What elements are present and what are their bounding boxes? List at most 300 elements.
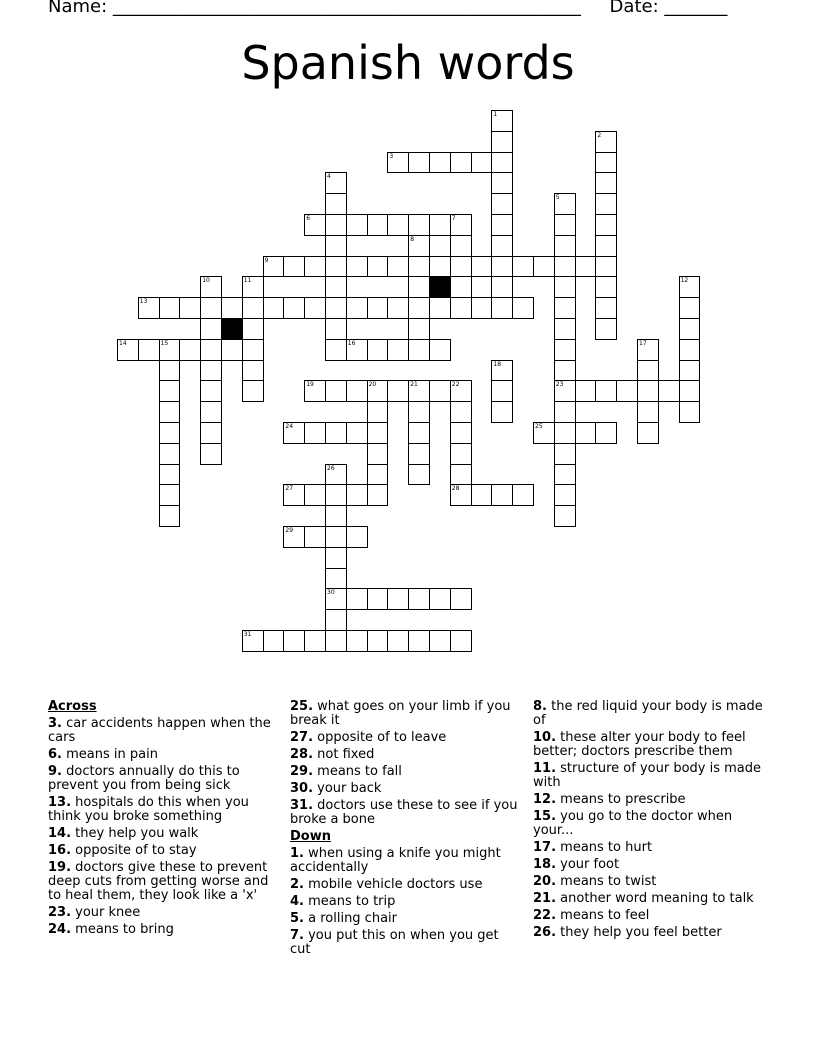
clue-text: means to trip (303, 894, 396, 909)
grid-cell[interactable] (429, 256, 451, 278)
grid-cell[interactable] (263, 256, 285, 278)
grid-cell[interactable] (325, 172, 347, 194)
grid-cell[interactable] (554, 380, 576, 402)
grid-cell[interactable] (200, 360, 222, 382)
cell-number: 21 (410, 381, 418, 389)
cell-number: 20 (368, 381, 377, 389)
grid-cell[interactable] (637, 401, 659, 423)
clue-text: not fixed (313, 747, 375, 762)
grid-cell[interactable] (595, 256, 617, 278)
grid-cell[interactable] (387, 630, 409, 652)
grid-cell[interactable] (242, 339, 264, 361)
grid-cell[interactable] (367, 484, 389, 506)
grid-cell[interactable] (387, 339, 409, 361)
grid-cell[interactable] (367, 464, 389, 486)
cell-number: 29 (285, 527, 294, 534)
grid-cell[interactable] (325, 380, 347, 402)
grid-cell[interactable] (346, 339, 368, 361)
grid-cell[interactable] (367, 256, 389, 278)
grid-cell[interactable] (159, 422, 181, 444)
grid-cell[interactable] (429, 588, 451, 610)
grid-cell[interactable] (408, 443, 430, 465)
grid-cell[interactable] (679, 360, 701, 382)
grid-cell[interactable] (491, 172, 513, 194)
grid-cell[interactable] (387, 297, 409, 319)
grid-cell[interactable] (408, 464, 430, 486)
grid-cell[interactable] (117, 339, 139, 361)
grid-cell[interactable] (408, 422, 430, 444)
grid-cell[interactable] (325, 318, 347, 340)
clue-text: what goes on your limb if you break it (290, 699, 511, 728)
grid-cell[interactable] (450, 297, 472, 319)
grid-cell[interactable] (554, 318, 576, 340)
grid-cell[interactable] (450, 214, 472, 236)
cell-number: 15 (160, 339, 169, 347)
grid-cell[interactable] (346, 422, 368, 444)
grid-cell[interactable] (242, 380, 264, 402)
grid-cell[interactable] (200, 401, 222, 423)
clue-number: 19. (48, 860, 72, 875)
grid-cell[interactable] (304, 214, 326, 236)
cell-number: 22 (451, 381, 460, 389)
grid-cell[interactable] (325, 609, 347, 631)
grid-cell[interactable] (554, 235, 576, 257)
grid-cell[interactable] (263, 297, 285, 319)
clue-number: 22. (533, 908, 557, 923)
grid-cell[interactable] (283, 422, 305, 444)
cell-number: 3 (389, 152, 394, 160)
clue-number: 8. (533, 699, 547, 714)
grid-cell[interactable] (595, 152, 617, 174)
grid-cell[interactable] (367, 297, 389, 319)
clue-number: 18. (533, 857, 557, 872)
grid-cell[interactable] (179, 339, 201, 361)
grid-cell[interactable] (242, 276, 264, 298)
grid-cell[interactable] (450, 484, 472, 506)
grid-cell[interactable] (429, 630, 451, 652)
grid-cell[interactable] (595, 235, 617, 257)
clue-item (290, 765, 522, 779)
clue-text: your back (313, 781, 382, 796)
grid-cell[interactable] (554, 193, 576, 215)
clue-number: 26. (533, 925, 557, 940)
grid-cell[interactable] (408, 318, 430, 340)
grid-cell[interactable] (429, 297, 451, 319)
grid-cell[interactable] (200, 339, 222, 361)
grid-cell[interactable] (159, 401, 181, 423)
grid-cell[interactable] (512, 256, 534, 278)
clue-number: 17. (533, 840, 557, 855)
grid-cell[interactable] (575, 422, 597, 444)
grid-cell[interactable] (450, 630, 472, 652)
grid-cell[interactable] (304, 256, 326, 278)
grid-cell[interactable] (367, 401, 389, 423)
grid-cell[interactable] (491, 276, 513, 298)
grid-cell[interactable] (679, 297, 701, 319)
grid-cell[interactable] (325, 193, 347, 215)
grid-cell[interactable] (491, 214, 513, 236)
clue-number: 20. (533, 874, 557, 889)
clue-text: means to hurt (556, 840, 653, 855)
grid-cell[interactable] (429, 380, 451, 402)
grid-cell[interactable] (658, 380, 680, 402)
grid-cell[interactable] (200, 443, 222, 465)
grid-block (429, 276, 451, 298)
grid-cell[interactable] (387, 152, 409, 174)
clue-text: means to feel (556, 908, 650, 923)
grid-cell[interactable] (200, 422, 222, 444)
name-line[interactable]: ____________________________________________________ (112, 0, 581, 17)
cell-number: 23 (555, 381, 564, 389)
grid-cell[interactable] (304, 380, 326, 402)
name-label: Name: (48, 0, 108, 17)
grid-cell[interactable] (450, 422, 472, 444)
grid-cell[interactable] (637, 422, 659, 444)
grid-cell[interactable] (242, 318, 264, 340)
grid-cell[interactable] (325, 630, 347, 652)
clue-item (290, 878, 522, 892)
clue-item (290, 912, 522, 926)
grid-cell[interactable] (471, 484, 493, 506)
grid-cell[interactable] (595, 318, 617, 340)
grid-cell[interactable] (221, 297, 243, 319)
cell-number: 19 (306, 381, 314, 389)
grid-cell[interactable] (554, 360, 576, 382)
grid-cell[interactable] (159, 380, 181, 402)
grid-cell[interactable] (471, 152, 493, 174)
grid-cell[interactable] (554, 339, 576, 361)
clue-item (533, 731, 765, 759)
across-heading: Across (48, 699, 97, 714)
grid-cell[interactable] (491, 152, 513, 174)
cell-number: 31 (243, 631, 252, 638)
clue-text: these alter your body to feel better; doctors prescribe them (533, 730, 746, 759)
grid-cell[interactable] (304, 484, 326, 506)
grid-cell[interactable] (512, 484, 534, 506)
grid-cell[interactable] (408, 214, 430, 236)
cell-number: 16 (347, 339, 356, 347)
grid-cell[interactable] (346, 630, 368, 652)
grid-cell[interactable] (242, 630, 264, 652)
grid-cell[interactable] (138, 297, 160, 319)
grid-cell[interactable] (429, 339, 451, 361)
grid-cell[interactable] (387, 588, 409, 610)
grid-cell[interactable] (450, 464, 472, 486)
grid-cell[interactable] (387, 214, 409, 236)
clue-text: another word meaning to talk (556, 891, 754, 906)
grid-cell[interactable] (595, 131, 617, 153)
grid-cell[interactable] (346, 214, 368, 236)
clue-text: means in pain (61, 747, 158, 762)
grid-cell[interactable] (346, 380, 368, 402)
grid-cell[interactable] (408, 152, 430, 174)
cell-number: 4 (327, 173, 331, 181)
date-label: Date: (609, 0, 659, 17)
grid-cell[interactable] (554, 484, 576, 506)
clue-text: opposite of to stay (71, 843, 197, 858)
clue-text: when using a knife you might accidentally (290, 846, 501, 875)
grid-cell[interactable] (491, 401, 513, 423)
clue-number: 31. (290, 798, 314, 813)
grid-cell[interactable] (554, 256, 576, 278)
cell-number: 9 (264, 256, 269, 264)
grid-cell[interactable] (283, 256, 305, 278)
grid-cell[interactable] (450, 152, 472, 174)
across-clue-list-continued (290, 700, 522, 827)
grid-cell[interactable] (387, 256, 409, 278)
grid-cell[interactable] (346, 484, 368, 506)
grid-cell[interactable] (159, 443, 181, 465)
cell-number: 2 (597, 131, 602, 139)
grid-cell[interactable] (533, 256, 555, 278)
date-line[interactable]: _______ (664, 0, 728, 17)
grid-cell[interactable] (408, 588, 430, 610)
grid-cell[interactable] (200, 297, 222, 319)
grid-cell[interactable] (595, 193, 617, 215)
grid-cell[interactable] (325, 588, 347, 610)
grid-cell[interactable] (263, 630, 285, 652)
grid-cell[interactable] (367, 380, 389, 402)
grid-cell[interactable] (325, 339, 347, 361)
across-clue-list (48, 717, 280, 937)
grid-cell[interactable] (450, 443, 472, 465)
grid-cell[interactable] (325, 484, 347, 506)
grid-cell[interactable] (595, 214, 617, 236)
cell-number: 1 (493, 111, 498, 118)
grid-cell[interactable] (491, 193, 513, 215)
grid-cell[interactable] (325, 276, 347, 298)
clue-number: 12. (533, 792, 557, 807)
clue-item (533, 700, 765, 728)
grid-cell[interactable] (595, 422, 617, 444)
grid-cell[interactable] (283, 484, 305, 506)
grid-cell[interactable] (491, 360, 513, 382)
grid-cell[interactable] (159, 484, 181, 506)
grid-cell[interactable] (367, 588, 389, 610)
grid-cell[interactable] (242, 360, 264, 382)
grid-cell[interactable] (679, 401, 701, 423)
clue-item (48, 827, 280, 841)
grid-cell[interactable] (387, 380, 409, 402)
clue-text: car accidents happen when the cars (48, 716, 271, 745)
clue-text: your foot (556, 857, 620, 872)
grid-cell[interactable] (367, 422, 389, 444)
cell-number: 30 (327, 589, 335, 597)
clue-text: mobile vehicle doctors use (303, 877, 483, 892)
grid-cell[interactable] (159, 339, 181, 361)
grid-cell[interactable] (450, 380, 472, 402)
clue-item (48, 717, 280, 745)
clue-text: a rolling chair (303, 911, 397, 926)
grid-cell[interactable] (325, 235, 347, 257)
clue-number: 25. (290, 699, 314, 714)
grid-cell[interactable] (554, 401, 576, 423)
grid-cell[interactable] (159, 464, 181, 486)
clue-text: they help you walk (71, 826, 199, 841)
grid-cell[interactable] (304, 630, 326, 652)
grid-cell[interactable] (408, 630, 430, 652)
grid-cell[interactable] (450, 235, 472, 257)
cell-number: 17 (639, 339, 647, 347)
clue-number: 29. (290, 764, 314, 779)
grid-cell[interactable] (679, 380, 701, 402)
cell-number: 26 (327, 464, 335, 472)
grid-cell[interactable] (595, 172, 617, 194)
grid-cell[interactable] (450, 276, 472, 298)
clues-column-1 (48, 700, 280, 940)
clue-number: 28. (290, 747, 314, 762)
grid-cell[interactable] (325, 526, 347, 548)
grid-cell[interactable] (159, 360, 181, 382)
grid-cell[interactable] (491, 256, 513, 278)
grid-cell[interactable] (450, 256, 472, 278)
grid-cell[interactable] (491, 484, 513, 506)
cell-number: 28 (451, 485, 460, 493)
grid-cell[interactable] (595, 380, 617, 402)
grid-cell[interactable] (429, 214, 451, 236)
grid-cell[interactable] (304, 422, 326, 444)
grid-cell[interactable] (616, 380, 638, 402)
clue-text: your knee (71, 905, 141, 920)
clue-item (48, 844, 280, 858)
grid-cell[interactable] (346, 526, 368, 548)
grid-cell[interactable] (325, 568, 347, 590)
grid-cell[interactable] (554, 464, 576, 486)
grid-cell[interactable] (533, 422, 555, 444)
cell-number: 13 (139, 298, 148, 306)
grid-cell[interactable] (325, 547, 347, 569)
grid-cell[interactable] (367, 214, 389, 236)
grid-cell[interactable] (179, 297, 201, 319)
grid-cell[interactable] (325, 297, 347, 319)
grid-cell[interactable] (325, 422, 347, 444)
grid-cell[interactable] (138, 339, 160, 361)
grid-cell[interactable] (637, 339, 659, 361)
grid-cell[interactable] (679, 339, 701, 361)
grid-cell[interactable] (450, 588, 472, 610)
grid-cell[interactable] (408, 235, 430, 257)
clue-number: 21. (533, 891, 557, 906)
grid-cell[interactable] (491, 131, 513, 153)
grid-cell[interactable] (408, 339, 430, 361)
clue-item (533, 875, 765, 889)
grid-cell[interactable] (367, 630, 389, 652)
grid-cell[interactable] (471, 256, 493, 278)
grid-cell[interactable] (679, 276, 701, 298)
grid-cell[interactable] (325, 464, 347, 486)
grid-cell[interactable] (554, 214, 576, 236)
grid-cell[interactable] (283, 297, 305, 319)
clue-number: 5. (290, 911, 304, 926)
clue-item (290, 799, 522, 827)
clue-item (48, 765, 280, 793)
clue-number: 30. (290, 781, 314, 796)
grid-cell[interactable] (408, 297, 430, 319)
grid-cell[interactable] (367, 339, 389, 361)
clue-item (290, 782, 522, 796)
grid-cell[interactable] (554, 443, 576, 465)
grid-cell[interactable] (304, 526, 326, 548)
grid-cell[interactable] (491, 297, 513, 319)
grid-cell[interactable] (491, 110, 513, 132)
cell-number: 12 (680, 277, 689, 285)
grid-cell[interactable] (200, 380, 222, 402)
down-clue-list-continued (533, 700, 765, 940)
grid-cell[interactable] (283, 630, 305, 652)
grid-cell[interactable] (159, 297, 181, 319)
grid-cell[interactable] (325, 214, 347, 236)
clue-item (533, 841, 765, 855)
grid-cell[interactable] (346, 588, 368, 610)
cell-number: 25 (535, 423, 543, 430)
clue-text: doctors annually do this to prevent you from being sick (48, 764, 240, 793)
clue-number: 1. (290, 846, 304, 861)
clue-number: 23. (48, 905, 72, 920)
grid-cell[interactable] (408, 380, 430, 402)
clue-item (48, 906, 280, 920)
grid-cell[interactable] (159, 505, 181, 527)
grid-cell[interactable] (554, 505, 576, 527)
grid-cell[interactable] (471, 297, 493, 319)
grid-cell[interactable] (575, 380, 597, 402)
grid-cell[interactable] (595, 297, 617, 319)
grid-cell[interactable] (283, 526, 305, 548)
grid-cell[interactable] (491, 380, 513, 402)
grid-cell[interactable] (429, 152, 451, 174)
grid-cell[interactable] (408, 401, 430, 423)
grid-cell[interactable] (595, 276, 617, 298)
grid-cell[interactable] (679, 318, 701, 340)
clue-number: 10. (533, 730, 557, 745)
grid-cell[interactable] (200, 276, 222, 298)
clue-text: hospitals do this when you think you broke something (48, 795, 249, 824)
grid-cell[interactable] (221, 339, 243, 361)
grid-cell[interactable] (637, 360, 659, 382)
down-clue-list (290, 847, 522, 957)
clue-text: they help you feel better (556, 925, 722, 940)
clue-item (48, 796, 280, 824)
grid-cell[interactable] (491, 235, 513, 257)
grid-cell[interactable] (325, 256, 347, 278)
grid-cell[interactable] (325, 505, 347, 527)
grid-cell[interactable] (367, 443, 389, 465)
clue-number: 27. (290, 730, 314, 745)
grid-cell[interactable] (554, 276, 576, 298)
grid-cell[interactable] (512, 297, 534, 319)
grid-cell[interactable] (450, 401, 472, 423)
grid-cell[interactable] (346, 256, 368, 278)
clue-item (533, 926, 765, 940)
grid-cell[interactable] (242, 297, 264, 319)
grid-cell[interactable] (575, 256, 597, 278)
clue-text: doctors give these to prevent deep cuts from getting worse and to heal them, they look like a 'x' (48, 860, 269, 903)
clue-item (290, 895, 522, 909)
grid-cell[interactable] (554, 297, 576, 319)
grid-cell[interactable] (554, 422, 576, 444)
grid-cell[interactable] (408, 256, 430, 278)
grid-cell[interactable] (346, 297, 368, 319)
grid-cell[interactable] (200, 318, 222, 340)
grid-cell[interactable] (304, 297, 326, 319)
clue-number: 13. (48, 795, 72, 810)
cell-number: 10 (202, 277, 210, 285)
grid-cell[interactable] (637, 380, 659, 402)
clue-number: 7. (290, 928, 304, 943)
page-title: Spanish words (241, 36, 575, 90)
grid-cell[interactable] (408, 276, 430, 298)
clue-number: 14. (48, 826, 72, 841)
cell-number: 8 (410, 235, 415, 243)
